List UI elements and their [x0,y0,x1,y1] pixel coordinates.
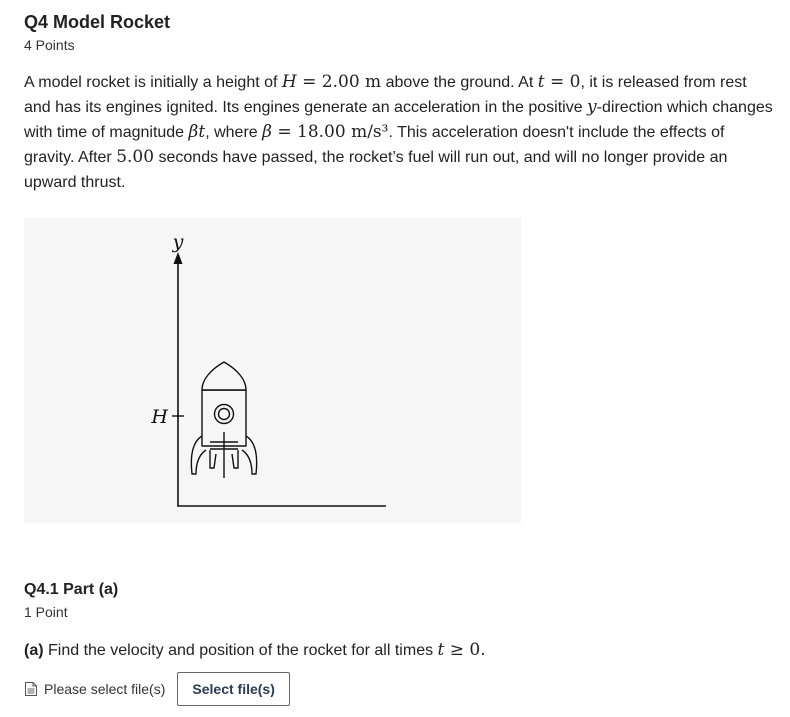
y-axis-label: y [172,231,184,253]
part-a-question [24,638,486,663]
problem-text: , where [205,124,263,141]
H-label: H [151,406,168,428]
part-a-text: Find the velocity and position of the rocket for all times [43,642,438,659]
math-beta: β [188,122,199,142]
math-condition: ≥ 0. [444,640,486,660]
y-axis-arrow [174,252,183,264]
part-a-prefix: (a) [24,642,44,659]
problem-text: above the ground. At [381,74,538,91]
math-H-value: = 2.00 m [296,72,382,92]
math-t-value: = 0 [544,72,581,92]
math-H: H [281,72,297,92]
part-a-points: 1 Point [24,604,68,620]
problem-text: seconds have passed, the rocket’s fuel will run out, and will no longer provide an upward thrust. [24,149,728,191]
problem-text: -direction which changes with time of magnitude [24,99,773,141]
math-beta-value: = 18.00 m/s³ [271,122,389,142]
select-files-button[interactable]: Select file(s) [177,672,289,706]
upload-label: Please select file(s) [44,681,166,697]
part-a-title: Q4.1 Part (a) [24,581,119,598]
question-title: Q4 Model Rocket [24,12,171,32]
problem-text: . This acceleration doesn't include the effects of gravity. After [24,124,725,166]
math-y: y [587,97,597,117]
math-t: t [437,640,445,660]
question-points: 4 Points [24,37,75,53]
math-t: t [537,72,545,92]
problem-statement [24,70,774,195]
rocket-diagram [24,218,521,523]
problem-text: A model rocket is initially a height of [24,74,282,91]
problem-text: , it is released from rest and has its engines ignited. Its engines generate an acceleration in the positive [24,74,747,116]
math-time-value: 5.00 [116,147,155,167]
file-icon [24,681,38,697]
rocket-figure [24,218,521,523]
math-beta: β [262,122,272,142]
math-t: t [198,122,206,142]
rocket-icon [191,362,256,478]
file-upload-row [24,671,290,707]
